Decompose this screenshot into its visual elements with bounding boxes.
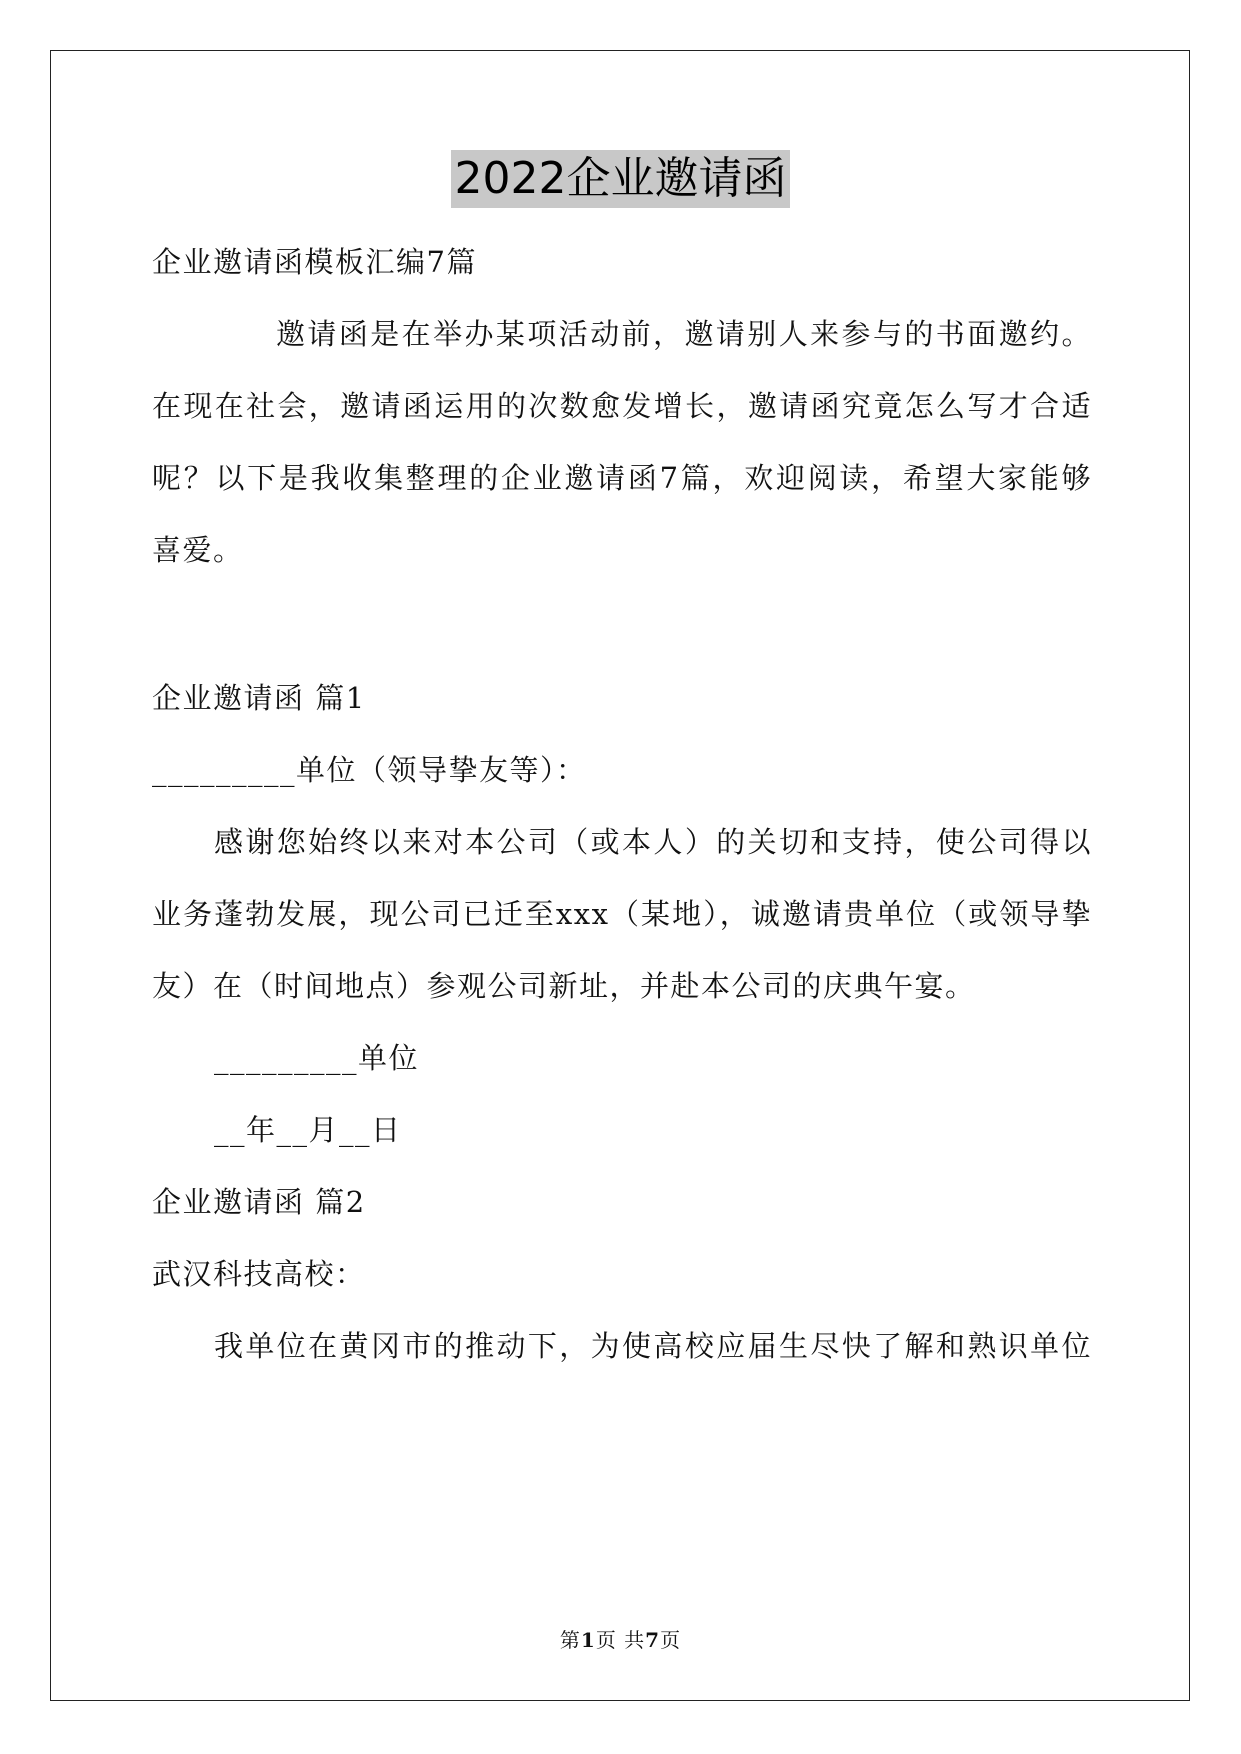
section1-body-line-1: 感谢您始终以来对本公司（或本人）的关切和支持，使公司得以: [214, 825, 1092, 859]
intro-line-3: 呢？以下是我收集整理的企业邀请函7篇，欢迎阅读，希望大家能够: [152, 461, 1092, 495]
footer-prefix: 第: [559, 1628, 581, 1652]
document-title: 2022企业邀请函: [451, 150, 791, 208]
intro-line-4: 喜爱。: [152, 533, 244, 567]
section1-sign-date: __年__月__日: [214, 1113, 402, 1147]
page-footer: [0, 1627, 1241, 1653]
footer-total-pages: 7: [645, 1628, 661, 1652]
intro-line-2: 在现在社会，邀请函运用的次数愈发增长，邀请函究竟怎么写才合适: [152, 389, 1092, 423]
page-border: [50, 50, 1190, 1701]
section1-salutation: _________单位（领导挚友等）：: [152, 753, 587, 787]
section1-body-line-3: 友）在（时间地点）参观公司新址，并赴本公司的庆典午宴。: [152, 969, 976, 1003]
footer-mid: 页 共: [595, 1628, 646, 1652]
section2-body-line-1: 我单位在黄冈市的推动下，为使高校应届生尽快了解和熟识单位: [214, 1329, 1092, 1363]
title-wrap: [0, 150, 1241, 208]
section1-heading: 企业邀请函 篇1: [152, 681, 366, 715]
subtitle: 企业邀请函模板汇编7篇: [152, 245, 477, 279]
section1-body-line-2: 业务蓬勃发展，现公司已迁至xxx（某地），诚邀请贵单位（或领导挚: [152, 897, 1092, 931]
section2-salutation: 武汉科技高校：: [152, 1257, 366, 1291]
footer-page-number: 1: [580, 1628, 596, 1652]
section2-heading: 企业邀请函 篇2: [152, 1185, 366, 1219]
intro-line-1: 邀请函是在举办某项活动前，邀请别人来参与的书面邀约。: [276, 317, 1092, 351]
footer-suffix: 页: [660, 1628, 682, 1652]
section1-sign-unit: _________单位: [214, 1041, 420, 1075]
